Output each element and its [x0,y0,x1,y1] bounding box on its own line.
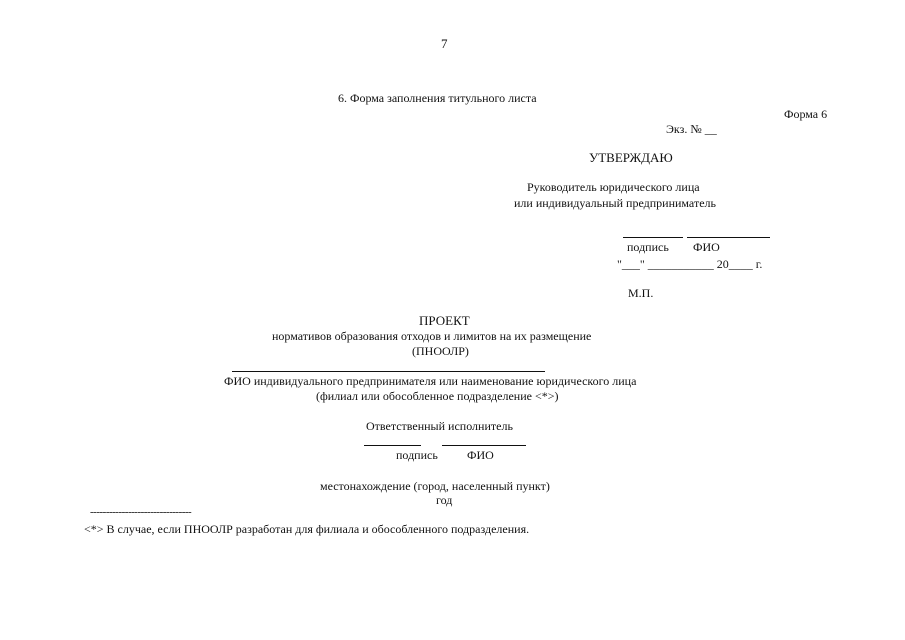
approval-role-line2: или индивидуальный предприниматель [514,196,716,210]
approval-date-line: "___" ___________ 20____ г. [617,257,763,271]
executor-name-line [442,445,526,446]
approval-name-line [687,237,770,238]
organization-line [232,371,545,372]
form-label: Форма 6 [784,107,828,121]
executor-heading: Ответственный исполнитель [366,419,513,433]
branch-label: (филиал или обособленное подразделение <*>) [316,389,559,403]
executor-signature-label: подпись [396,448,438,462]
project-title: ПРОЕКТ [419,313,470,328]
organization-label: ФИО индивидуального предпринимателя или наименование юридического лица [224,374,637,388]
location-label: местонахождение (город, населенный пункт) [320,479,550,493]
page-number: 7 [441,36,448,51]
project-abbreviation: (ПНООЛР) [412,344,469,358]
approval-signature-label: подпись [627,240,669,254]
approval-heading: УТВЕРЖДАЮ [589,150,673,165]
executor-signature-line [364,445,421,446]
copy-number: Экз. № __ [666,122,717,136]
executor-name-label: ФИО [467,448,494,462]
footnote-text: <*> В случае, если ПНООЛР разработан для филиала и обособленного подразделения. [84,522,530,536]
approval-name-label: ФИО [693,240,720,254]
section-title: 6. Форма заполнения титульного листа [338,91,537,105]
approval-signature-line [623,237,683,238]
year-label: год [436,493,453,507]
project-subtitle: нормативов образования отходов и лимитов на их размещение [272,329,592,343]
approval-role-line1: Руководитель юридического лица [527,180,700,194]
footnote-separator: -------------------------------- [90,506,192,518]
stamp-label: М.П. [628,286,654,300]
